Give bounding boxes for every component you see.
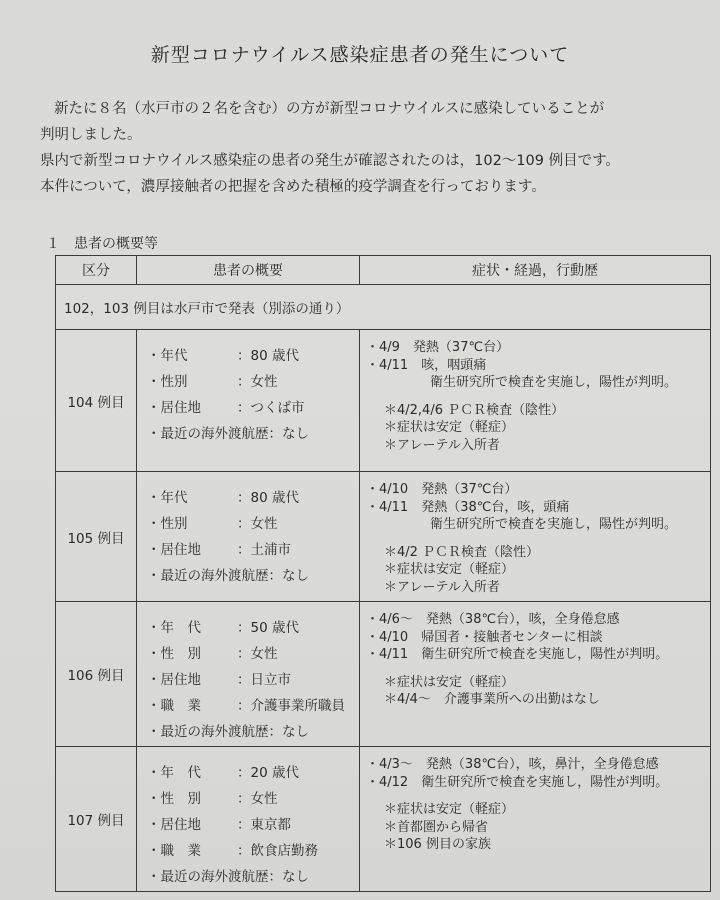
header-overview: 患者の概要	[137, 256, 360, 285]
overview-key: ・年代	[147, 348, 188, 364]
overview-value: ：女性	[237, 516, 278, 532]
overview-value: ：女性	[237, 374, 278, 390]
overview-value: ：つくば市	[237, 400, 305, 416]
symptom-line: ・4/10 発熱（37℃台）	[366, 482, 518, 497]
overview-item	[147, 486, 359, 512]
table-row	[56, 602, 711, 747]
intro-paragraph	[40, 96, 700, 200]
table-note-row	[56, 285, 711, 330]
section-heading: １ 患者の概要等	[46, 236, 158, 252]
overview-value: ：20 歳代	[237, 765, 299, 781]
overview-value: ：土浦市	[237, 542, 291, 558]
note-line: ＊首都圏から帰省	[384, 819, 489, 835]
overview-item	[147, 642, 359, 668]
overview-item	[147, 344, 359, 370]
overview-item	[147, 694, 359, 720]
symptom-line: ・4/6～ 発熱（38℃台），咳，全身倦怠感	[366, 612, 620, 627]
overview-item	[147, 839, 359, 865]
overview-value: ：東京都	[237, 817, 291, 833]
overview-value: ：なし	[268, 869, 309, 885]
overview-key: ・職 業	[147, 843, 201, 859]
symptom-line: 衛生研究所で検査を実施し，陽性が判明。	[430, 375, 678, 390]
overview-key: ・最近の海外渡航歴	[147, 869, 269, 885]
symptom-line: ・4/11 咳，咽頭痛	[366, 357, 487, 373]
overview-key: ・居住地	[147, 672, 201, 688]
case-overview	[137, 602, 360, 747]
symptom-line: ・4/3～ 発熱（38℃台），咳，鼻汁，全身倦怠感	[366, 757, 659, 772]
header-symptoms: 症状・経過，行動歴	[360, 256, 711, 285]
overview-key: ・最近の海外渡航歴	[147, 568, 269, 584]
symptom-line: ・4/9 発熱（37℃台）	[366, 340, 510, 355]
case-symptoms	[360, 602, 711, 747]
overview-item	[147, 538, 359, 564]
overview-key: ・最近の海外渡航歴	[147, 724, 269, 740]
overview-item	[147, 787, 359, 813]
overview-key: ・年 代	[147, 620, 201, 636]
header-category: 区分	[56, 256, 137, 285]
symptom-line: ・4/11 衛生研究所で検査を実施し，陽性が判明。	[366, 647, 669, 662]
note-line: ＊症状は安定（軽症）	[384, 802, 515, 817]
case-symptoms	[360, 472, 711, 602]
overview-key: ・性 別	[147, 646, 201, 662]
intro-line: 県内で新型コロナウイルス感染症の患者の発生が確認されたのは，102～109 例目です。	[40, 153, 620, 169]
overview-value: ：なし	[268, 724, 309, 740]
table-row	[56, 747, 711, 892]
overview-value: ：80 歳代	[237, 348, 299, 364]
overview-key: ・職 業	[147, 698, 201, 714]
overview-value: ：女性	[237, 791, 278, 807]
case-overview	[137, 330, 360, 472]
overview-key: ・性別	[147, 516, 188, 532]
note-line: ＊症状は安定（軽症）	[384, 674, 515, 690]
overview-key: ・居住地	[147, 542, 201, 558]
table-note: 102，103 例目は水戸市で発表（別添の通り）	[56, 285, 711, 330]
patient-table	[55, 255, 711, 892]
overview-key: ・性 別	[147, 791, 201, 807]
overview-item	[147, 512, 359, 538]
overview-key: ・居住地	[147, 817, 201, 833]
document-title: 新型コロナウイルス感染症患者の発生について	[150, 44, 570, 66]
overview-item	[147, 720, 359, 746]
table-row	[56, 472, 711, 602]
symptom-line: ・4/11 発熱（38℃台，咳，頭痛	[366, 499, 570, 515]
overview-item	[147, 396, 359, 422]
overview-key: ・最近の海外渡航歴	[147, 426, 269, 442]
overview-value: ：なし	[268, 426, 309, 442]
case-label: 104 例目	[56, 330, 137, 472]
overview-item	[147, 668, 359, 694]
overview-value: ：なし	[268, 568, 309, 584]
note-line: ＊4/2,4/6 ＰＣＲ検査（陰性）	[384, 402, 565, 418]
overview-item	[147, 370, 359, 396]
overview-key: ・性別	[147, 374, 188, 390]
overview-value: ：日立市	[237, 672, 291, 688]
table-header-row	[56, 256, 711, 285]
overview-key: ・年代	[147, 490, 188, 506]
note-line: ＊4/4～ 介護事業所への出勤はなし	[384, 692, 600, 707]
overview-key: ・年 代	[147, 765, 201, 781]
intro-line: 判明しました。	[40, 127, 142, 143]
note-line: ＊症状は安定（軽症）	[384, 420, 515, 435]
case-symptoms	[360, 330, 711, 472]
case-label: 105 例目	[56, 472, 137, 602]
table-row	[56, 330, 711, 472]
note-line: ＊症状は安定（軽症）	[384, 562, 515, 577]
note-line: ＊106 例目の家族	[384, 837, 491, 852]
intro-line: 本件について，濃厚接触者の把握を含めた積極的疫学調査を行っております。	[40, 179, 546, 195]
overview-value: ：女性	[237, 646, 278, 662]
case-symptoms	[360, 747, 711, 892]
overview-item	[147, 813, 359, 839]
note-line: ＊アレーテル入所者	[384, 579, 500, 595]
case-overview	[137, 747, 360, 892]
overview-value: ：介護事業所職員	[237, 698, 345, 714]
case-label: 107 例目	[56, 747, 137, 892]
symptom-line: ・4/10 帰国者・接触者センターに相談	[366, 629, 603, 645]
overview-value: ：50 歳代	[237, 620, 299, 636]
overview-item	[147, 616, 359, 642]
overview-item	[147, 865, 359, 891]
overview-item	[147, 422, 359, 448]
overview-value: ：飲食店勤務	[237, 843, 318, 859]
intro-line: 新たに８名（水戸市の２名を含む）の方が新型コロナウイルスに感染していることが	[54, 101, 605, 117]
note-line: ＊4/2 ＰＣＲ検査（陰性）	[384, 544, 540, 560]
overview-item	[147, 761, 359, 787]
overview-item	[147, 564, 359, 590]
overview-key: ・居住地	[147, 400, 201, 416]
symptom-line: 衛生研究所で検査を実施し，陽性が判明。	[430, 517, 678, 532]
symptom-line: ・4/12 衛生研究所で検査を実施し，陽性が判明。	[366, 774, 669, 790]
note-line: ＊アレーテル入所者	[384, 437, 500, 453]
overview-value: ：80 歳代	[237, 490, 299, 506]
case-overview	[137, 472, 360, 602]
case-label: 106 例目	[56, 602, 137, 747]
